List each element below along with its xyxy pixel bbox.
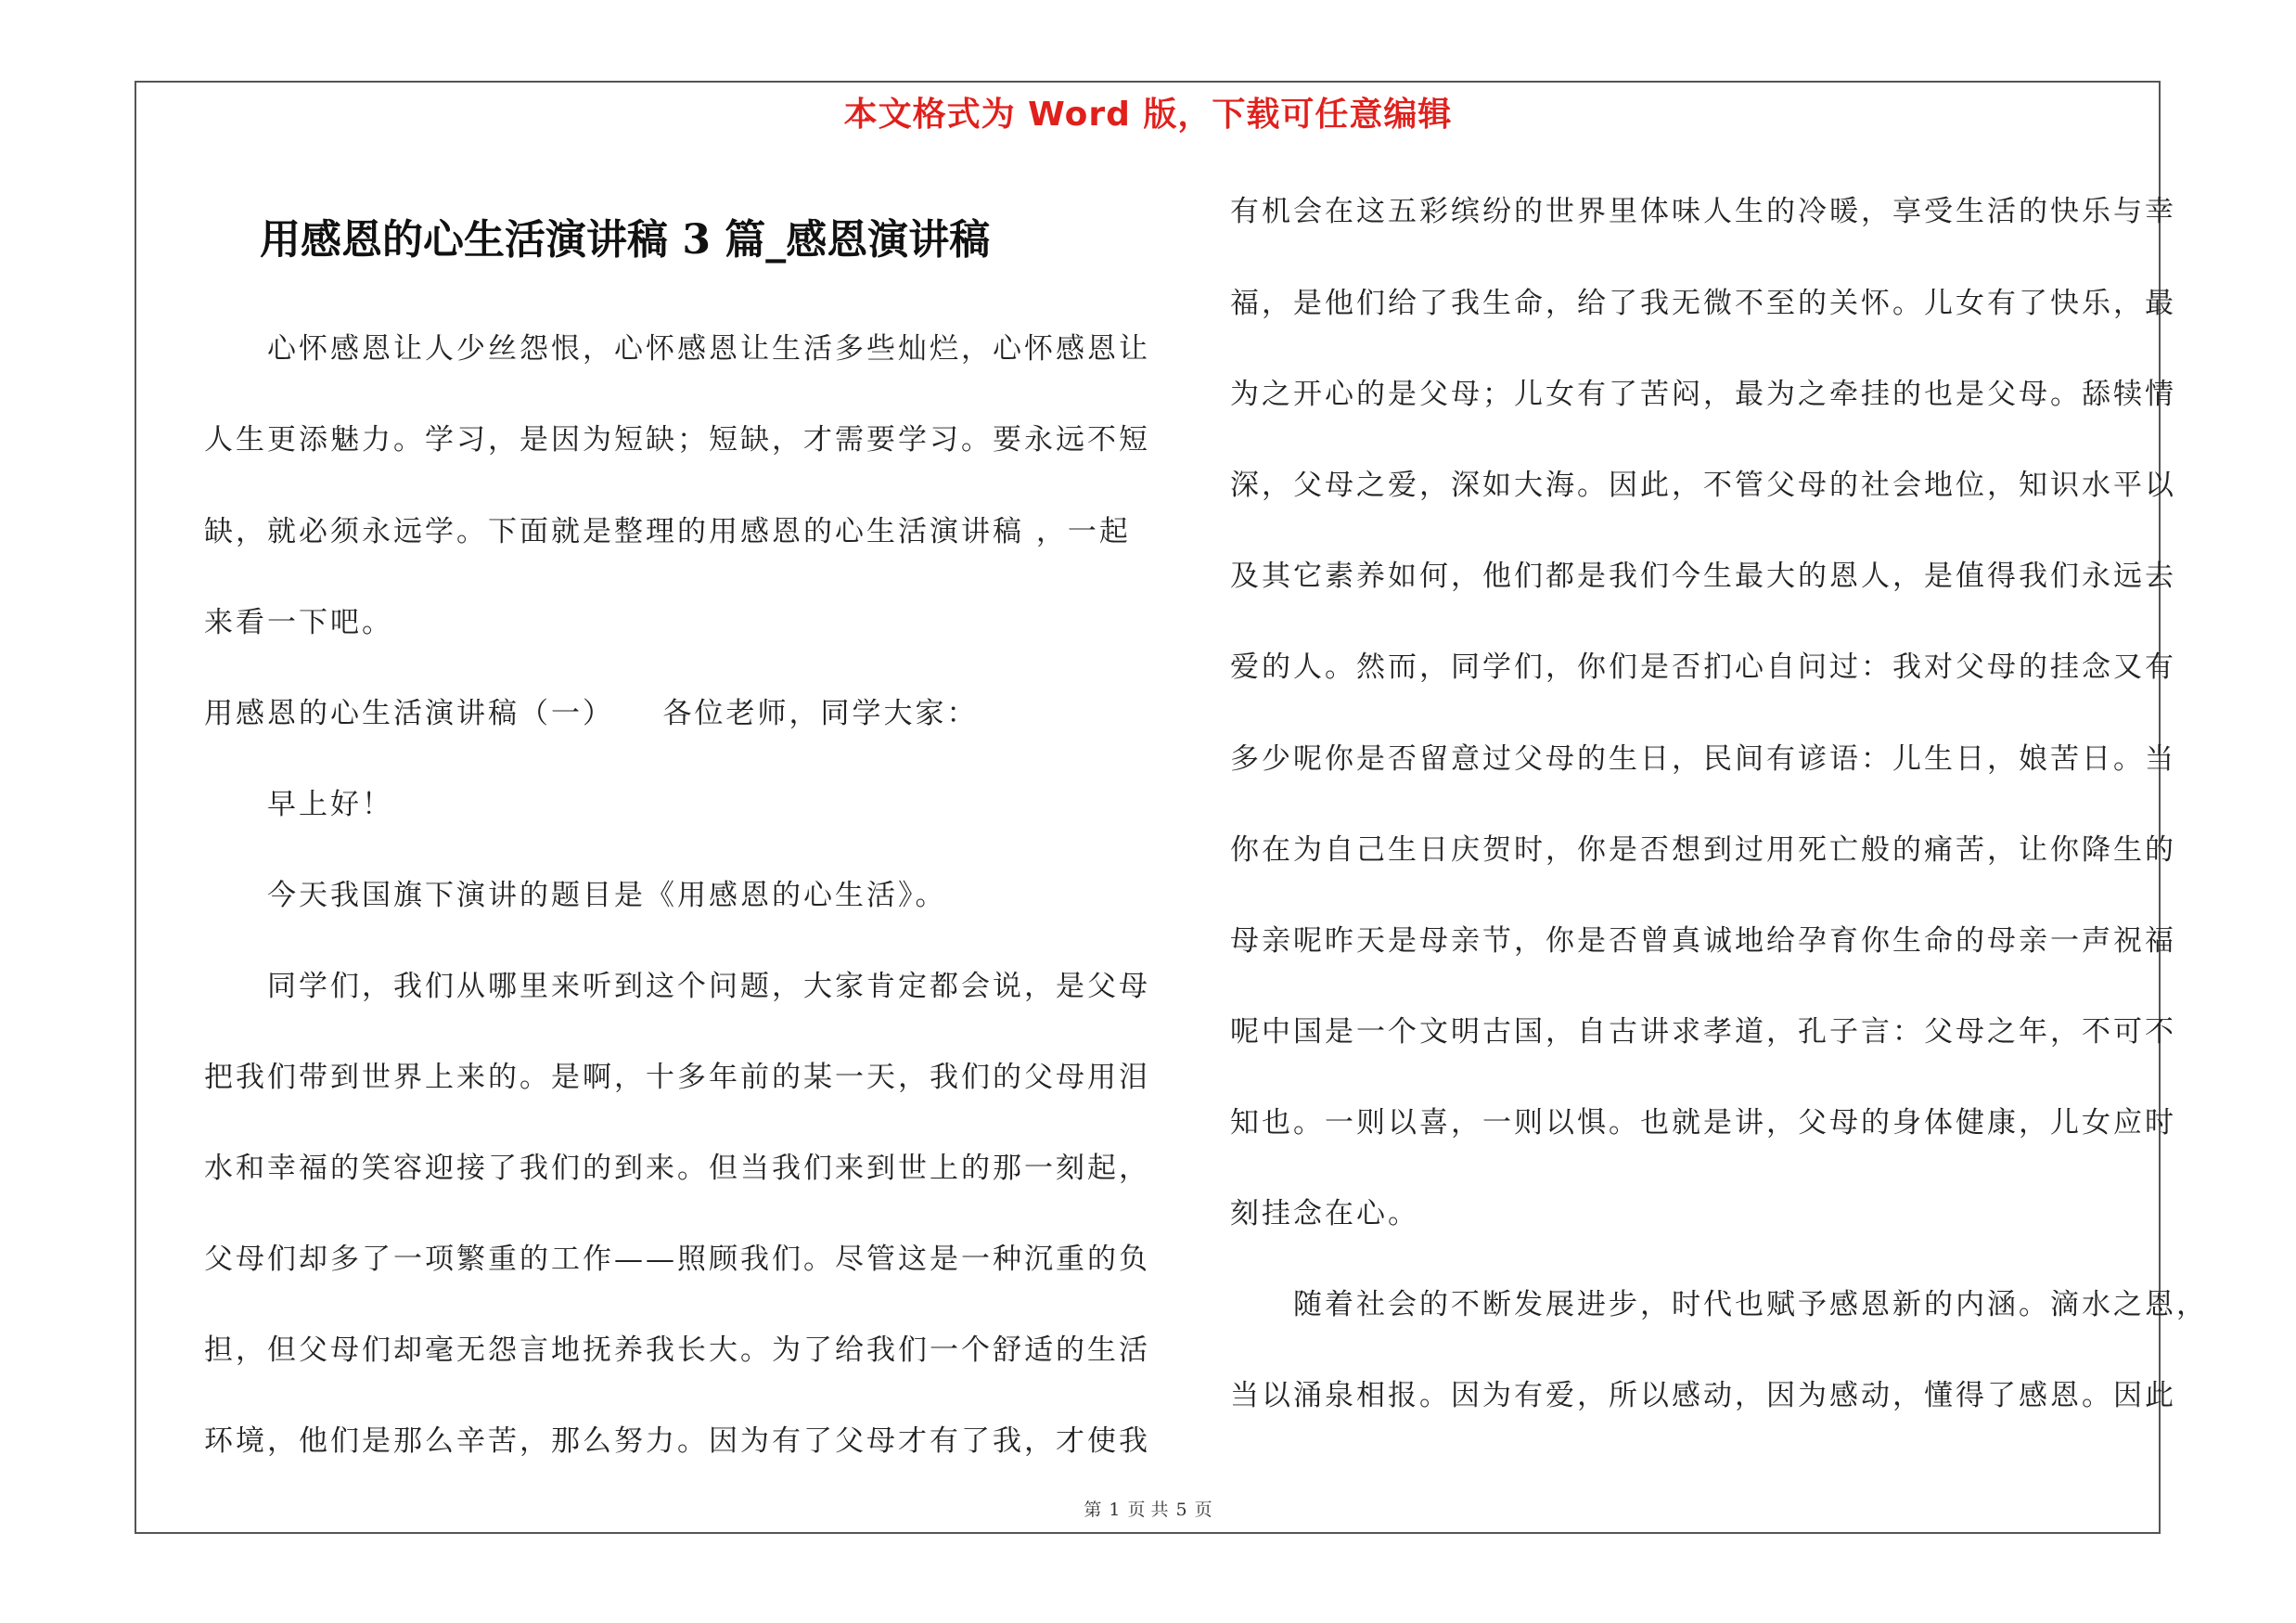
paragraph-line: 你在为自己生日庆贺时，你是否想到过用死亡般的痛苦，让你降生的 (1230, 833, 2176, 867)
paragraph-line: 水和幸福的笑容迎接了我们的到来。但当我们来到世上的那一刻起， (204, 1152, 1150, 1185)
format-banner: 本文格式为 Word 版，下载可任意编辑 (843, 96, 1453, 134)
paragraph-line: 及其它素养如何，他们都是我们今生最大的恩人，是值得我们永远去 (1230, 560, 2176, 593)
paragraph-line: 为之开心的是父母；儿女有了苦闷，最为之牵挂的也是父母。舔犊情 (1230, 378, 2176, 411)
current-page-number: 1 (1109, 1500, 1121, 1520)
paragraph-line: 刻挂念在心。 (1230, 1197, 1419, 1230)
page-label-mid: 页 共 (1127, 1500, 1169, 1520)
paragraph-line: 福，是他们给了我生命，给了我无微不至的关怀。儿女有了快乐，最 (1230, 287, 2176, 320)
paragraph-line: 环境，他们是那么辛苦，那么努力。因为有了父母才有了我，才使我 (204, 1424, 1150, 1458)
paragraph-line: 有机会在这五彩缤纷的世界里体味人生的冷暖，享受生活的快乐与幸 (1230, 195, 2176, 228)
paragraph-line: 多少呢你是否留意过父母的生日，民间有谚语：儿生日，娘苦日。当 (1230, 742, 2176, 776)
paragraph-line: 随着社会的不断发展进步，时代也赋予感恩新的内涵。滴水之恩， (1293, 1288, 2208, 1321)
paragraph-line: 来看一下吧。 (204, 606, 393, 639)
total-pages-number: 5 (1175, 1500, 1187, 1520)
section-heading-line: 用感恩的心生活演讲稿（一） 各位老师，同学大家： (204, 697, 979, 730)
paragraph-line: 人生更添魅力。学习，是因为短缺；短缺，才需要学习。要永远不短 (204, 423, 1150, 457)
paragraph-line: 担，但父母们却毫无怨言地抚养我长大。为了给我们一个舒适的生活 (204, 1333, 1150, 1367)
paragraph-line: 父母们却多了一项繁重的工作——照顾我们。尽管这是一种沉重的负 (204, 1243, 1150, 1276)
paragraph-line: 爱的人。然而，同学们，你们是否扪心自问过：我对父母的挂念又有 (1230, 650, 2176, 684)
paragraph-line: 知也。一则以喜，一则以惧。也就是讲，父母的身体健康，儿女应时 (1230, 1106, 2176, 1140)
paragraph-line: 早上好！ (267, 788, 393, 821)
document-title: 用感恩的心生活演讲稿 3 篇_感恩演讲稿 (260, 216, 991, 264)
paragraph-line: 心怀感恩让人少丝怨恨，心怀感恩让生活多些灿烂，心怀感恩让 (267, 332, 1150, 366)
paragraph-line: 呢中国是一个文明古国，自古讲求孝道，孔子言：父母之年，不可不 (1230, 1015, 2176, 1049)
paragraph-line: 母亲呢昨天是母亲节，你是否曾真诚地给孕育你生命的母亲一声祝福 (1230, 924, 2176, 958)
page-label-suffix: 页 (1194, 1500, 1212, 1520)
paragraph-line: 深，父母之爱，深如大海。因此，不管父母的社会地位，知识水平以 (1230, 469, 2176, 502)
paragraph-line: 把我们带到世界上来的。是啊，十多年前的某一天，我们的父母用泪 (204, 1061, 1150, 1094)
paragraph-line: 今天我国旗下演讲的题目是《用感恩的心生活》。 (267, 879, 947, 912)
paragraph-line: 同学们，我们从哪里来听到这个问题，大家肯定都会说，是父母 (267, 970, 1150, 1003)
paragraph-line: 缺，就必须永远学。下面就是整理的用感恩的心生活演讲稿 ，一起 (204, 515, 1131, 548)
paragraph-line: 当以涌泉相报。因为有爱，所以感动，因为感动，懂得了感恩。因此 (1230, 1379, 2176, 1412)
page-number-footer (0, 1496, 2296, 1521)
page-label-prefix: 第 (1084, 1500, 1102, 1520)
